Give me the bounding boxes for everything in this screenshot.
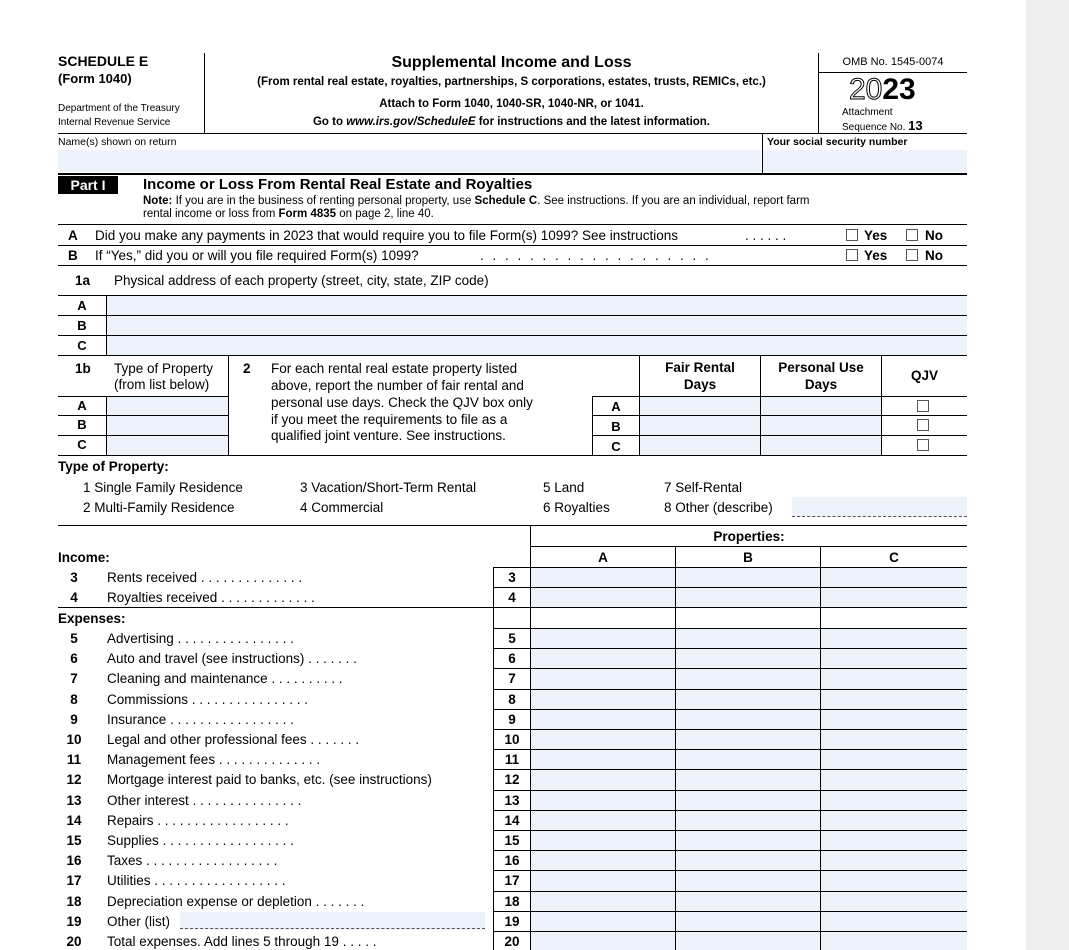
line-15-label: Supplies . . . . . . . . . . . . . . . . . .: [107, 833, 294, 848]
line-7-field-b[interactable]: [676, 669, 820, 689]
personal-use-days-a[interactable]: [761, 397, 881, 415]
omb-number: OMB No. 1545-0074: [842, 56, 944, 68]
line-5-box-number: 5: [508, 631, 516, 646]
income-heading: Income:: [58, 550, 110, 565]
line-2-text-4: if you meet the requirements to file as a: [271, 412, 508, 427]
line-15-number: 15: [66, 833, 82, 848]
line-19-field-b[interactable]: [676, 912, 820, 931]
line-6-number: 6: [70, 651, 78, 666]
personal-use-days-b[interactable]: [761, 416, 881, 435]
property-types-heading: Type of Property:: [58, 459, 169, 474]
line-18-box-number: 18: [504, 894, 520, 909]
question-a-yes-checkbox[interactable]: [846, 229, 858, 241]
line-20-field-b[interactable]: [676, 932, 820, 950]
line-4-label: Royalties received . . . . . . . . . . . . .: [107, 590, 315, 605]
line-6-field-c[interactable]: [821, 649, 967, 668]
line-9-box-number: 9: [508, 712, 516, 727]
question-a-no-label: No: [925, 228, 943, 243]
line-12-number: 12: [66, 772, 82, 787]
schedule-label: SCHEDULE E: [58, 53, 149, 69]
line-14-field-a[interactable]: [531, 811, 675, 830]
line-13-top-rule: [493, 790, 967, 791]
line-14-field-b[interactable]: [676, 811, 820, 830]
line-2-text-1: For each rental real estate property listed: [271, 361, 518, 376]
line-8-field-a[interactable]: [531, 690, 675, 709]
line-1b-right-divider: [228, 355, 229, 456]
personal-use-header: Personal Use: [778, 360, 864, 375]
line-7-number: 7: [70, 671, 78, 686]
line-20-field-a[interactable]: [531, 932, 675, 950]
line-1a-row-b-letter: B: [77, 318, 87, 333]
line-16-top-rule: [493, 850, 967, 851]
line-17-field-c[interactable]: [821, 871, 967, 891]
line-3-number: 3: [70, 570, 78, 585]
line-18-field-b[interactable]: [676, 892, 820, 911]
line-11-top-rule: [493, 749, 967, 750]
ssn-label: Your social security number: [767, 136, 908, 148]
line-12-field-b[interactable]: [676, 770, 820, 790]
line-9-top-rule: [493, 709, 967, 710]
part-title: Income or Loss From Rental Real Estate and Royalties: [143, 176, 533, 193]
line-14-top-rule: [493, 810, 967, 811]
property-type-2: 2 Multi-Family Residence: [83, 500, 235, 515]
income-top-rule: [58, 525, 967, 526]
line-13-box-number: 13: [504, 793, 520, 808]
line-2-text-3: personal use days. Check the QJV box only: [271, 395, 533, 410]
property-type-field-a[interactable]: [107, 397, 228, 415]
line-14-box-number: 14: [504, 813, 520, 828]
line-9-label: Insurance . . . . . . . . . . . . . . . . .: [107, 712, 294, 727]
property-type-5: 5 Land: [543, 480, 585, 495]
line-12-top-rule: [493, 769, 967, 770]
line-5-top-rule: [493, 628, 967, 629]
property-col-b: B: [743, 550, 753, 565]
line-8-label: Commissions . . . . . . . . . . . . . . . .: [107, 692, 309, 707]
line-11-field-b[interactable]: [676, 750, 820, 769]
line-20-box-number: 20: [504, 934, 520, 949]
property-type-1: 1 Single Family Residence: [83, 480, 243, 495]
line-11-label: Management fees . . . . . . . . . . . . . .: [107, 752, 321, 767]
line-19-number: 19: [66, 914, 82, 929]
line-2-text-5: qualified joint venture. See instructions.: [271, 428, 506, 443]
line-1b-number: 1b: [75, 361, 91, 376]
line-16-number: 16: [66, 853, 82, 868]
line-10-top-rule: [493, 729, 967, 730]
line-11-number: 11: [66, 752, 82, 767]
question-b-yes-checkbox[interactable]: [846, 249, 858, 261]
line-3-field-a[interactable]: [531, 567, 675, 587]
address-field-b[interactable]: [107, 316, 967, 335]
line-16-field-a[interactable]: [531, 851, 675, 870]
goto-note: Go to www.irs.gov/ScheduleE for instructions and the latest information.: [312, 116, 711, 128]
line-7-field-a[interactable]: [531, 669, 675, 689]
address-field-c[interactable]: [107, 336, 967, 355]
line-5-field-c[interactable]: [821, 629, 967, 648]
line-9-number: 9: [70, 712, 78, 727]
line-17-top-rule: [493, 870, 967, 871]
form-subtitle: (From rental real estate, royalties, partnerships, S corporations, estates, trusts, REMICs, etc.): [257, 76, 766, 88]
line-20-field-c[interactable]: [821, 932, 967, 950]
part-note-line2: rental income or loss from Form 4835 on page 2, line 40.: [143, 208, 434, 220]
question-a-yes-label: Yes: [864, 228, 888, 243]
part-badge-label: Part I: [70, 177, 106, 193]
line-18-field-a[interactable]: [531, 892, 675, 911]
line-20-label: Total expenses. Add lines 5 through 19 . . . . .: [107, 934, 377, 949]
line-19-field-a[interactable]: [531, 912, 675, 931]
qjv-checkbox-b[interactable]: [917, 419, 929, 431]
question-a-rule: [58, 245, 967, 246]
fair-rental-days-c[interactable]: [640, 436, 760, 455]
line-10-field-c[interactable]: [821, 730, 967, 749]
line-18-top-rule: [493, 891, 967, 892]
line-6-field-b[interactable]: [676, 649, 820, 668]
line-4-number: 4: [70, 590, 78, 605]
line-19-box-number: 19: [504, 914, 520, 929]
side-panel: [1026, 0, 1069, 950]
line-10-field-a[interactable]: [531, 730, 675, 749]
property-type-3: 3 Vacation/Short-Term Rental: [300, 480, 477, 495]
question-b-no-checkbox[interactable]: [906, 249, 918, 261]
line-14-label: Repairs . . . . . . . . . . . . . . . . . .: [107, 813, 289, 828]
name-label: Name(s) shown on return: [58, 136, 177, 148]
line-4-field-c[interactable]: [821, 588, 967, 607]
properties-header: Properties:: [713, 529, 785, 544]
expenses-heading: Expenses:: [58, 611, 126, 626]
line-1b-label: Type of Property: [114, 361, 214, 376]
line-11-field-a[interactable]: [531, 750, 675, 769]
line-11-box-number: 11: [504, 752, 520, 767]
line-17-field-b[interactable]: [676, 871, 820, 891]
line-3-box-number: 3: [508, 570, 516, 585]
question-b-yes-label: Yes: [864, 248, 888, 263]
line-6-label: Auto and travel (see instructions) . . . . . . .: [107, 651, 357, 666]
irs-link[interactable]: www.irs.gov/ScheduleE: [346, 116, 476, 128]
line-5-field-b[interactable]: [676, 629, 820, 648]
question-a-text: Did you make any payments in 2023 that would require you to file Form(s) 1099? See instructions: [95, 228, 679, 243]
line-14-number: 14: [66, 813, 82, 828]
line-18-field-c[interactable]: [821, 892, 967, 911]
line-1b-row-c-letter: C: [77, 437, 87, 452]
line-16-field-c[interactable]: [821, 851, 967, 870]
question-b-no-label: No: [925, 248, 943, 263]
property-type-field-b[interactable]: [107, 416, 228, 435]
part-rule: [58, 224, 967, 225]
fair-rental-header: Fair Rental: [665, 360, 735, 375]
line-17-field-a[interactable]: [531, 871, 675, 891]
other-describe-field[interactable]: [792, 497, 967, 517]
personal-use-days-c[interactable]: [761, 436, 881, 455]
line-4-field-b[interactable]: [676, 588, 820, 607]
line-17-number: 17: [66, 873, 82, 888]
part-note: Note: If you are in the business of renting personal property, use Schedule C. See instructions. If you are an individual, report farm: [143, 195, 810, 207]
line-2-number: 2: [243, 361, 251, 376]
line-4-field-a[interactable]: [531, 588, 675, 607]
qjv-header: QJV: [910, 368, 938, 383]
line-20-number: 20: [66, 934, 82, 949]
line-14-field-c[interactable]: [821, 811, 967, 830]
question-b-rule: [58, 265, 967, 266]
irs-label: Internal Revenue Service: [58, 117, 171, 128]
fair-rental-header-days: Days: [683, 377, 717, 392]
line-1a-row-a-letter: A: [77, 298, 87, 313]
line-4-box-number: 4: [508, 590, 516, 605]
line-12-field-a[interactable]: [531, 770, 675, 790]
line-13-label: Other interest . . . . . . . . . . . . . . .: [107, 793, 302, 808]
personal-use-header-days: Days: [804, 377, 838, 392]
line-1b-bottom-rule: [58, 455, 967, 456]
line-9-field-c[interactable]: [821, 710, 967, 729]
line-15-field-b[interactable]: [676, 831, 820, 850]
question-a-letter: A: [68, 228, 78, 243]
property-type-7: 7 Self-Rental: [664, 480, 743, 495]
line-19-top-rule: [493, 911, 967, 912]
line-10-label: Legal and other professional fees . . . . . . .: [107, 732, 360, 747]
line-17-label: Utilities . . . . . . . . . . . . . . . . . .: [107, 873, 286, 888]
line-3-label: Rents received . . . . . . . . . . . . . .: [107, 570, 303, 585]
name-bottom-rule: [58, 173, 967, 175]
line-10-box-number: 10: [504, 732, 520, 747]
line-10-field-b[interactable]: [676, 730, 820, 749]
form-label: (Form 1040): [58, 71, 132, 86]
line-1a-number: 1a: [75, 273, 91, 288]
line-8-top-rule: [493, 689, 967, 690]
line-13-field-c[interactable]: [821, 791, 967, 810]
line-10-number: 10: [66, 732, 82, 747]
question-b-letter: B: [68, 248, 78, 263]
line-8-field-c[interactable]: [821, 690, 967, 709]
line-15-top-rule: [493, 830, 967, 831]
line-5-field-a[interactable]: [531, 629, 675, 648]
line-1a-row-c-letter: C: [77, 338, 87, 353]
line-15-field-c[interactable]: [821, 831, 967, 850]
line-1b-sublabel: (from list below): [114, 377, 210, 392]
days-row-b-letter: B: [611, 419, 621, 434]
tax-year: 2023: [849, 73, 916, 106]
other-list-underline: [180, 928, 485, 929]
line-13-field-b[interactable]: [676, 791, 820, 810]
name-field[interactable]: [58, 150, 761, 172]
line-8-field-b[interactable]: [676, 690, 820, 709]
income-bottom-rule: [58, 607, 967, 608]
days-row-a-letter: A: [611, 399, 621, 414]
line-1b-row-b-letter: B: [77, 417, 87, 432]
line-9-field-a[interactable]: [531, 710, 675, 729]
line-5-number: 5: [70, 631, 78, 646]
line-15-field-a[interactable]: [531, 831, 675, 850]
fair-rental-days-b[interactable]: [640, 416, 760, 435]
line-5-label: Advertising . . . . . . . . . . . . . . . .: [107, 631, 294, 646]
line-6-field-a[interactable]: [531, 649, 675, 668]
line-7-top-rule: [493, 668, 967, 669]
line-15-box-number: 15: [504, 833, 520, 848]
line-6-box-number: 6: [508, 651, 516, 666]
property-col-c: C: [889, 550, 899, 565]
line-8-number: 8: [70, 692, 78, 707]
properties-header-rule: [530, 546, 967, 547]
line-1b-row-a-letter: A: [77, 398, 87, 413]
line-16-label: Taxes . . . . . . . . . . . . . . . . . .: [107, 853, 278, 868]
attachment-label: Attachment: [842, 107, 893, 118]
days-row-c-letter: C: [611, 439, 621, 454]
line-13-number: 13: [66, 793, 82, 808]
question-a-dots: . . . . . .: [745, 228, 787, 243]
line-7-box-number: 7: [508, 671, 516, 686]
property-type-6: 6 Royalties: [543, 500, 610, 515]
line-18-label: Depreciation expense or depletion . . . . . . .: [107, 894, 365, 909]
address-field-a[interactable]: [107, 296, 967, 315]
property-col-a: A: [598, 550, 608, 565]
line-12-field-c[interactable]: [821, 770, 967, 790]
line-13-field-a[interactable]: [531, 791, 675, 810]
line-19-field-c[interactable]: [821, 912, 967, 931]
question-a-no-checkbox[interactable]: [906, 229, 918, 241]
qjv-checkbox-c[interactable]: [917, 439, 929, 451]
line-18-number: 18: [66, 894, 82, 909]
line-20-top-rule: [493, 931, 967, 932]
line-1a-bottom-rule: [58, 355, 967, 356]
line-12-box-number: 12: [504, 772, 520, 787]
line-7-field-c[interactable]: [821, 669, 967, 689]
line-6-top-rule: [493, 648, 967, 649]
qjv-checkbox-a[interactable]: [917, 400, 929, 412]
line-2-text-2: above, report the number of fair rental and: [271, 378, 524, 393]
line-1a-label: Physical address of each property (street, city, state, ZIP code): [114, 273, 489, 288]
line-3-field-c[interactable]: [821, 567, 967, 587]
property-type-8: 8 Other (describe): [664, 500, 773, 515]
form-title: Supplemental Income and Loss: [391, 54, 632, 71]
ssn-field[interactable]: [763, 150, 967, 172]
line-9-field-b[interactable]: [676, 710, 820, 729]
line-7-label: Cleaning and maintenance . . . . . . . . . .: [107, 671, 343, 686]
attach-note: Attach to Form 1040, 1040-SR, 1040-NR, or 1041.: [379, 98, 644, 110]
line-16-field-b[interactable]: [676, 851, 820, 870]
line-11-field-c[interactable]: [821, 750, 967, 769]
question-b-dots: . . . . . . . . . . . . . . . . . . .: [480, 248, 709, 263]
other-describe-underline: [792, 516, 967, 517]
line-3-top-rule: [493, 567, 967, 568]
line-8-box-number: 8: [508, 692, 516, 707]
sequence-label: Sequence No. 13: [842, 118, 923, 133]
line-3-field-b[interactable]: [676, 567, 820, 587]
line-16-box-number: 16: [504, 853, 520, 868]
header-bottom-rule: [58, 133, 967, 134]
question-b-text: If “Yes,” did you or will you file required Form(s) 1099?: [95, 248, 419, 263]
property-type-4: 4 Commercial: [300, 500, 384, 515]
line-19-label: Other (list): [107, 914, 171, 929]
dept-label: Department of the Treasury: [58, 103, 180, 114]
fair-rental-days-a[interactable]: [640, 397, 760, 415]
line-12-label: Mortgage interest paid to banks, etc. (see instructions): [107, 772, 432, 787]
line-17-box-number: 17: [504, 873, 520, 888]
property-type-field-c[interactable]: [107, 436, 228, 455]
